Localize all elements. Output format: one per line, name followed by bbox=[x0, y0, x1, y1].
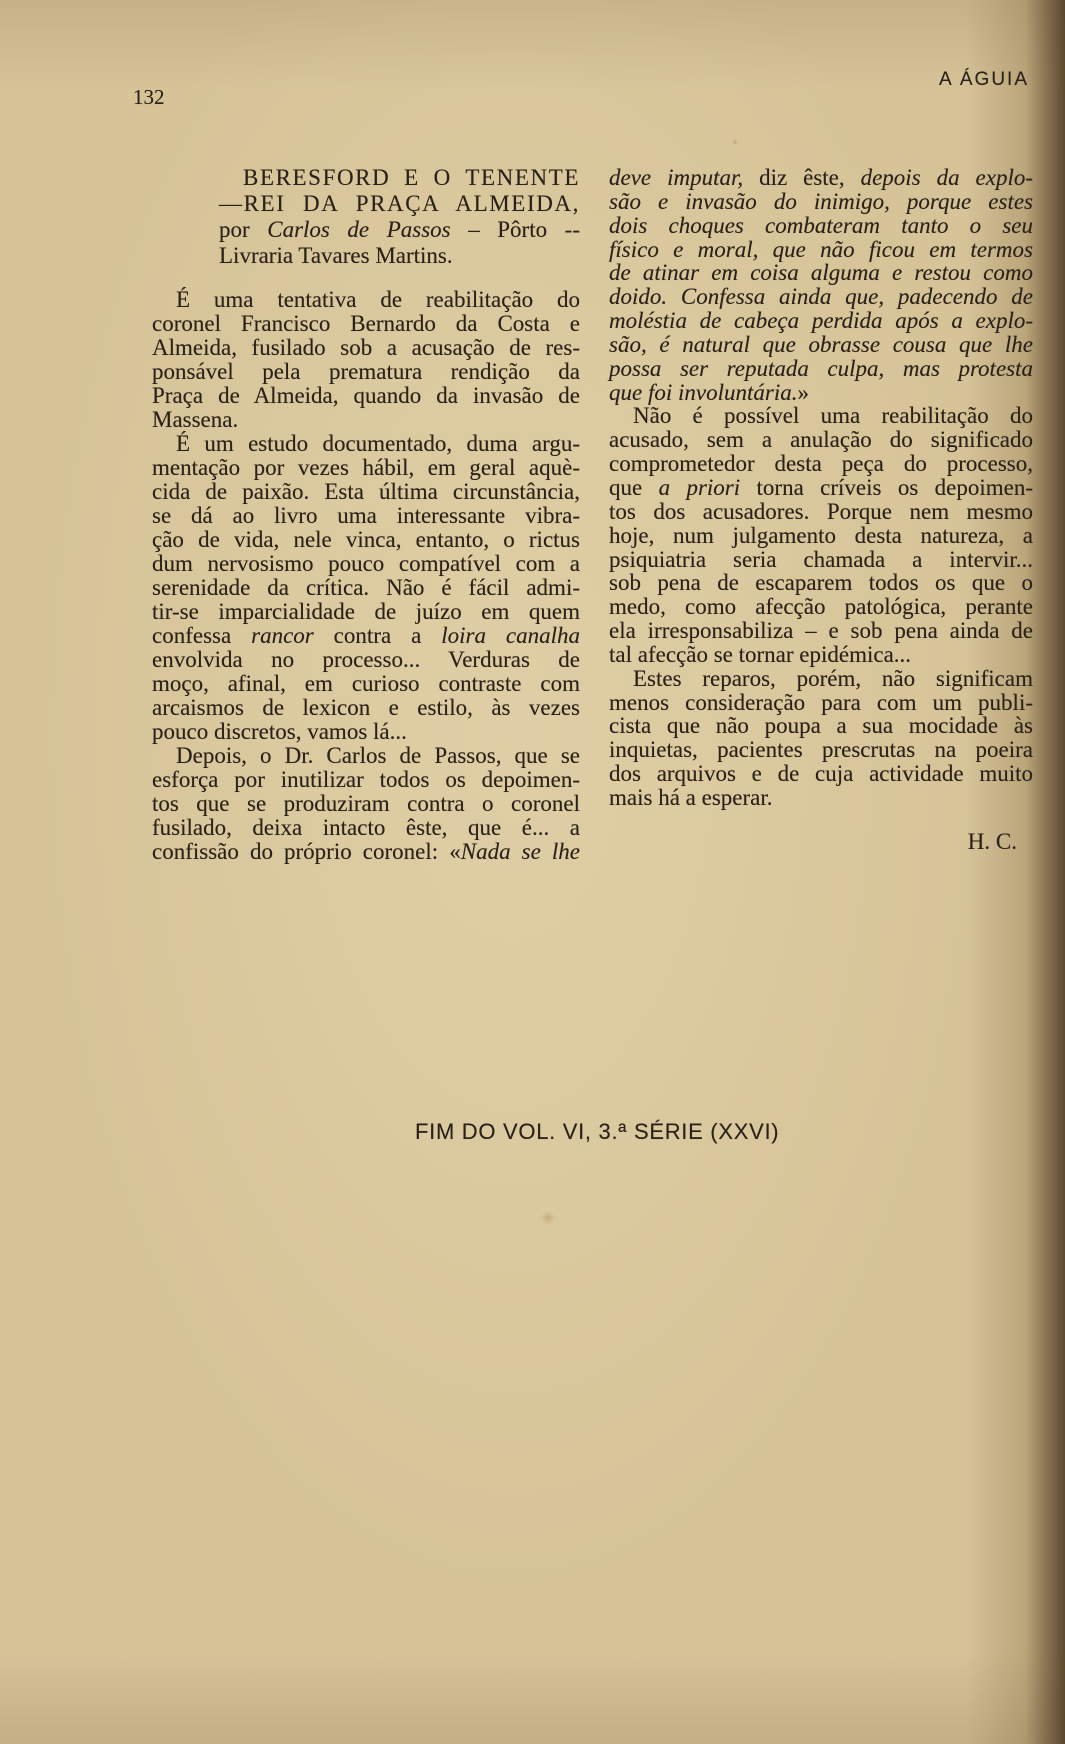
text-segment: Depois, o Dr. Carlos de Passos, que se bbox=[176, 743, 580, 768]
text-line bbox=[152, 384, 580, 408]
text-line bbox=[219, 165, 580, 191]
text-line bbox=[609, 357, 1033, 381]
text-segment: » bbox=[797, 379, 809, 405]
text-line bbox=[152, 720, 580, 744]
text-segment: dos arquivos e de cuja actividade muito bbox=[609, 761, 1033, 787]
text-segment: acusado, sem a anulação do significado bbox=[609, 427, 1033, 453]
text-segment: ção de vida, nele vinca, entanto, o rictus bbox=[152, 527, 580, 552]
text-segment: cida de paixão. Esta última circunstância, bbox=[152, 479, 580, 504]
text-segment: menos consideração para com um publi- bbox=[609, 689, 1033, 715]
text-segment: inquietas, pacientes prescrutas na poeira bbox=[609, 737, 1033, 763]
text-segment: que bbox=[609, 474, 659, 500]
text-segment: contra a bbox=[313, 623, 442, 648]
text-line bbox=[609, 452, 1033, 476]
italic-text: Carlos de Passos bbox=[267, 217, 451, 242]
text-line bbox=[609, 500, 1033, 524]
text-line bbox=[609, 691, 1033, 715]
text-segment: ela irresponsabiliza – e sob pena ainda de bbox=[609, 618, 1033, 644]
text-segment: Praça de Almeida, quando da invasão de bbox=[152, 383, 580, 408]
text-line bbox=[219, 217, 580, 243]
paragraph bbox=[152, 288, 580, 432]
text-line bbox=[152, 288, 580, 312]
text-line bbox=[152, 528, 580, 552]
text-line bbox=[152, 792, 580, 816]
paragraph bbox=[609, 166, 1033, 404]
italic-text: físico e moral, que não ficou em termos bbox=[609, 236, 1033, 262]
text-line bbox=[609, 571, 1033, 595]
text-segment: tir-se imparcialidade de juízo em quem bbox=[152, 599, 580, 624]
text-segment: mentação por vezes hábil, em geral aquè- bbox=[152, 455, 580, 480]
text-line bbox=[609, 667, 1033, 691]
text-line bbox=[609, 619, 1033, 643]
text-segment: É um estudo documentado, duma argu- bbox=[176, 431, 580, 456]
text-segment: fusilado, deixa intacto êste, que é... a bbox=[152, 815, 580, 840]
text-segment: Não é possível uma reabilitação do bbox=[633, 403, 1033, 429]
text-segment: BERESFORD E O TENENTE bbox=[243, 165, 580, 190]
text-line bbox=[152, 600, 580, 624]
text-segment: Massena. bbox=[152, 407, 239, 432]
text-segment: diz êste, bbox=[743, 165, 861, 190]
text-line bbox=[609, 261, 1033, 285]
text-segment: coronel Francisco Bernardo da Costa e bbox=[152, 311, 580, 336]
text-line bbox=[152, 672, 580, 696]
text-segment: tos dos acusadores. Porque nem mesmo bbox=[609, 498, 1033, 524]
text-line bbox=[152, 840, 580, 864]
text-line bbox=[152, 768, 580, 792]
text-segment: É uma tentativa de reabilitação do bbox=[176, 287, 580, 312]
text-segment: dum nervosismo pouco compatível com a bbox=[152, 551, 580, 576]
text-segment: cista que não poupa a sua mocidade às bbox=[609, 713, 1033, 739]
text-line bbox=[152, 816, 580, 840]
text-line bbox=[152, 744, 580, 768]
text-line bbox=[152, 408, 580, 432]
text-segment: tos que se produziram contra o coronel bbox=[152, 791, 580, 816]
text-line bbox=[152, 336, 580, 360]
text-segment: sob pena de escaparem todos os que o bbox=[609, 570, 1033, 596]
italic-text: dois choques combateram tanto o seu bbox=[609, 212, 1033, 238]
text-segment: moço, afinal, em curioso contraste com bbox=[152, 671, 580, 696]
text-segment: Estes reparos, porém, não significam bbox=[633, 665, 1033, 691]
text-line bbox=[609, 190, 1033, 214]
text-line bbox=[609, 404, 1033, 428]
text-line bbox=[609, 548, 1033, 572]
italic-text: possa ser reputada culpa, mas protesta bbox=[609, 355, 1033, 381]
text-line bbox=[609, 762, 1033, 786]
text-line bbox=[609, 595, 1033, 619]
text-line bbox=[609, 166, 1033, 190]
text-line bbox=[609, 714, 1033, 738]
italic-text: rancor bbox=[251, 623, 314, 648]
italic-text: moléstia de cabeça perdida após a explo- bbox=[609, 308, 1033, 334]
text-segment: psiquiatria seria chamada a intervir... bbox=[609, 546, 1033, 572]
text-line bbox=[152, 480, 580, 504]
text-segment: medo, como afecção patológica, perante bbox=[609, 594, 1033, 620]
review-title bbox=[219, 165, 580, 269]
page-number: 132 bbox=[133, 85, 165, 109]
text-segment: confessa bbox=[152, 623, 252, 648]
text-segment: tal afecção se tornar epidémica... bbox=[609, 641, 912, 667]
text-line bbox=[152, 504, 580, 528]
text-segment: se dá ao livro uma interessante vibra- bbox=[152, 503, 580, 528]
text-line bbox=[152, 696, 580, 720]
text-segment: – Pôrto -- bbox=[450, 217, 580, 242]
running-title: A ÁGUIA bbox=[938, 69, 1029, 90]
left-column bbox=[152, 288, 580, 864]
text-line bbox=[609, 285, 1033, 309]
text-line bbox=[152, 624, 580, 648]
text-segment: esforça por inutilizar todos os depoimen- bbox=[152, 767, 580, 792]
text-segment: por bbox=[219, 217, 268, 242]
text-segment: hoje, num julgamento desta natureza, a bbox=[609, 522, 1033, 548]
text-segment: pouco discretos, vamos lá... bbox=[152, 719, 407, 744]
text-segment: mais há a esperar. bbox=[609, 784, 773, 810]
text-segment: comprometedor desta peça do processo, bbox=[609, 451, 1033, 477]
text-line bbox=[609, 309, 1033, 333]
text-line bbox=[152, 312, 580, 336]
text-line bbox=[219, 191, 580, 217]
text-line bbox=[609, 524, 1033, 548]
signature: H. C. bbox=[967, 828, 1017, 854]
text-line bbox=[609, 333, 1033, 357]
text-line bbox=[609, 238, 1033, 262]
text-segment: envolvida no processo... Verduras de bbox=[152, 647, 580, 672]
text-segment: torna críveis os depoimen- bbox=[740, 474, 1034, 500]
paragraph bbox=[152, 744, 580, 864]
text-line bbox=[609, 738, 1033, 762]
text-line bbox=[152, 576, 580, 600]
text-segment: Almeida, fusilado sob a acusação de res- bbox=[152, 335, 580, 360]
paragraph bbox=[609, 667, 1033, 810]
italic-text: depois da explo- bbox=[860, 165, 1034, 190]
footer-colophon: FIM DO VOL. VI, 3.ª SÉRIE (XXVI) bbox=[415, 1119, 780, 1144]
italic-text: de atinar em coisa alguma e restou como bbox=[609, 260, 1033, 286]
text-line bbox=[152, 360, 580, 384]
text-segment: —REI DA PRAÇA ALMEIDA, bbox=[219, 191, 580, 216]
text-line bbox=[609, 428, 1033, 452]
italic-text: a priori bbox=[658, 474, 741, 500]
text-segment: confissão do próprio coronel: « bbox=[152, 839, 461, 864]
right-column bbox=[609, 166, 1033, 854]
text-line bbox=[152, 432, 580, 456]
paragraph bbox=[609, 404, 1033, 666]
italic-text: são, é natural que obrasse cousa que lhe bbox=[609, 331, 1033, 357]
text-segment: serenidade da crítica. Não é fácil admi- bbox=[152, 575, 580, 600]
italic-text: deve imputar, bbox=[609, 165, 744, 190]
italic-text: que foi involuntária. bbox=[609, 379, 798, 405]
text-segment: ponsável pela prematura rendição da bbox=[152, 359, 580, 384]
paragraph bbox=[152, 432, 580, 744]
italic-text: Nada se lhe bbox=[460, 839, 580, 864]
text-line bbox=[609, 214, 1033, 238]
text-segment: Livraria Tavares Martins. bbox=[219, 243, 453, 268]
text-line bbox=[152, 552, 580, 576]
italic-text: loira canalha bbox=[441, 623, 580, 648]
text-line bbox=[152, 648, 580, 672]
text-segment: arcaismos de lexicon e estilo, às vezes bbox=[152, 695, 580, 720]
text-line bbox=[609, 786, 1033, 810]
right-column-text bbox=[609, 166, 1033, 810]
text-line bbox=[609, 476, 1033, 500]
text-line bbox=[609, 643, 1033, 667]
italic-text: são e invasão do inimigo, porque estes bbox=[609, 188, 1033, 214]
italic-text: doido. Confessa ainda que, padecendo de bbox=[609, 284, 1033, 310]
text-line bbox=[219, 243, 580, 269]
text-line bbox=[609, 381, 1033, 405]
text-line bbox=[152, 456, 580, 480]
